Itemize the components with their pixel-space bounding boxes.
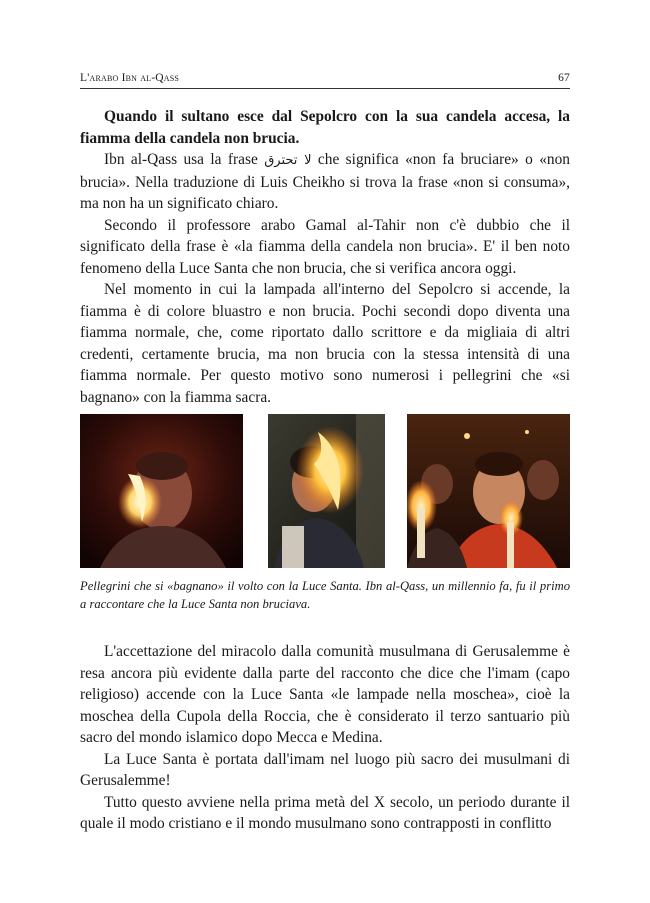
lead-paragraph: Quando il sultano esce dal Sepolcro con la sua candela accesa, la fiamma della candela non brucia. [80,108,570,147]
photo-pilgrim-3 [407,414,570,568]
paragraph-1-end: che significa «non fa bruciare» o «non brucia». Nella traduzione di Luis Cheikho si trova la frase «non si consuma», ma non ha un significato chiaro. [80,151,571,212]
paragraph-2: Secondo il professore arabo Gamal al-Tahir non c'è dubbio che il significato della frase è «la fiamma della candela non brucia». E' il ben noto fenomeno della Luce Santa che non brucia, che si verifica ancora oggi. [80,216,570,277]
paragraph-1 [80,149,570,215]
photo-pilgrim-2 [268,414,385,568]
page-number: 67 [558,72,570,84]
arabic-phrase: لا تحترق [264,153,312,168]
paragraph-3: Nel momento in cui la lampada all'interno del Sepolcro si accende, la fiamma è di colore bluastro e non brucia. Pochi secondi dopo diventa una fiamma normale, che, come riportato dallo scrittore e da migliaia di altri credenti, certamente brucia, ma non brucia con la stessa intensità di una fiamma normale. Per questo motivo sono numerosi i pellegrini che «si bagnano» con la fiamma sacra. [80,281,570,406]
header-rule [80,88,570,89]
photo-pilgrim-1 [80,414,243,568]
photo-caption: Pellegrini che si «bagnano» il volto con la Luce Santa. Ibn al-Qass, un millennio fa, fu il primo a raccontare che la Luce Santa non bruciava. [80,579,570,611]
paragraph-4: L'accettazione del miracolo dalla comunità musulmana di Gerusalemme è resa ancora più evidente dalla parte del racconto che dice che l'imam (capo religioso) accende con la Luce Santa «le lampade nella moschea», cioè la moschea della Cupola della Roccia, che è considerato il terzo santuario più sacro del mondo islamico dopo Mecca e Medina. [80,643,570,746]
running-title: L'arabo Ibn al-Qass [80,72,180,84]
paragraph-1-start: Ibn al-Qass usa la frase [104,151,265,168]
photo-strip [80,414,570,568]
top-text [80,106,570,408]
running-header [80,72,570,84]
paragraph-5: La Luce Santa è portata dall'imam nel luogo più sacro dei musulmani di Gerusalemme! [80,750,570,789]
bottom-text [80,641,570,835]
paragraph-6: Tutto questo avviene nella prima metà del X secolo, un periodo durante il quale il modo cristiano e il mondo musulmano sono contrapposti in conflitto [80,793,570,832]
